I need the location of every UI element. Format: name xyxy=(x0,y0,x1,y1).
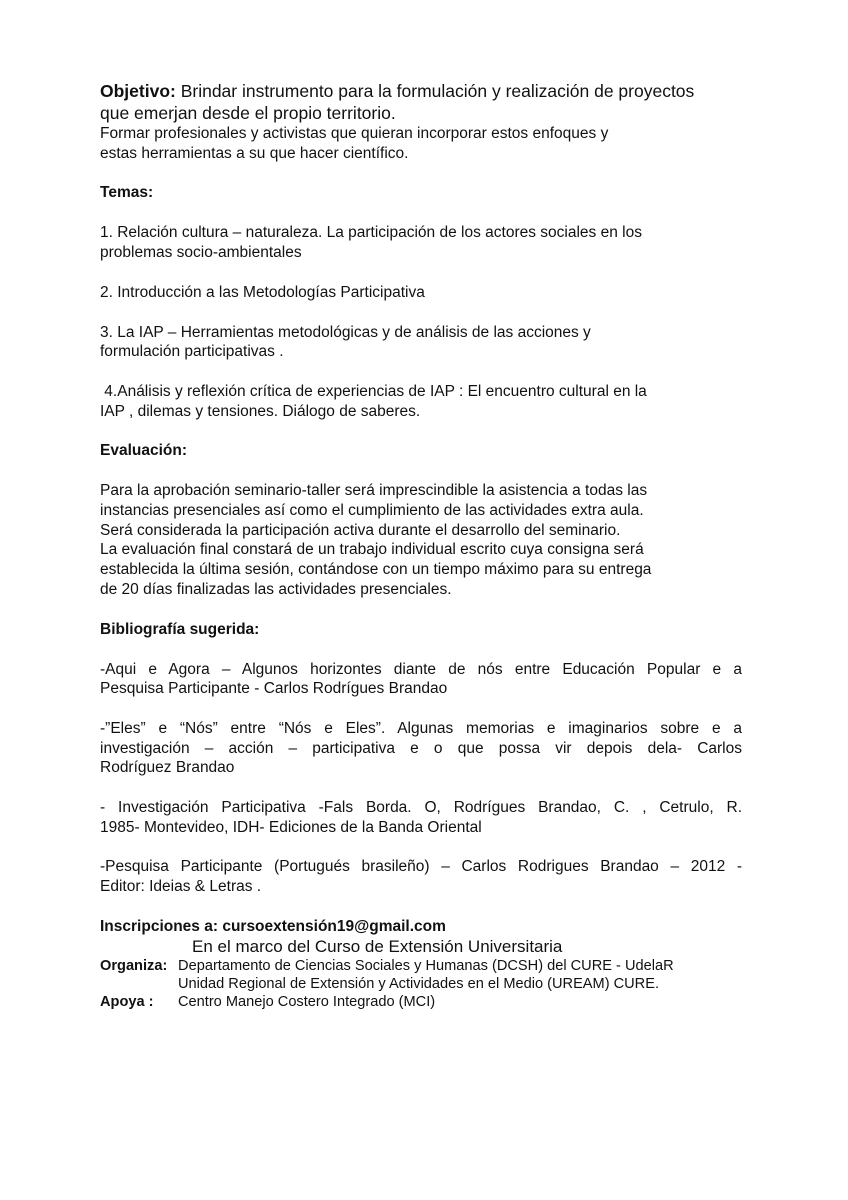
biblio-entry-4-line-2: Editor: Ideias & Letras . xyxy=(100,878,262,896)
objetivo-text-1: Brindar instrumento para la formulación y realización de proyectos xyxy=(175,81,695,101)
objetivo-label: Objetivo: xyxy=(100,81,176,101)
objetivo-line-1 xyxy=(100,80,742,102)
biblio-entry-2-line-3: Rodríguez Brandao xyxy=(100,759,235,777)
evaluacion-line-1: Para la aprobación seminario-taller será imprescindible la asistencia a todas las xyxy=(100,482,648,500)
tema-item-1-line-2: problemas socio-ambientales xyxy=(100,244,302,262)
objetivo-line-2: que emerjan desde el propio territorio. xyxy=(100,103,396,123)
bibliografia-heading: Bibliografía sugerida: xyxy=(100,620,260,638)
biblio-entry-3-line-1: - Investigación Participativa -Fals Borda. O, Rodrígues Brandao, C. , Cetrulo, R. xyxy=(100,799,742,817)
objetivo-line-3: Formar profesionales y activistas que quieran incorporar estos enfoques y xyxy=(100,125,609,142)
evaluacion-heading: Evaluación: xyxy=(100,442,187,460)
apoya-label: Apoya : xyxy=(100,993,154,1010)
evaluacion-line-6: de 20 días finalizadas las actividades presenciales. xyxy=(100,580,452,598)
biblio-entry-1-line-2: Pesquisa Participante - Carlos Rodrígues Brandao xyxy=(100,680,448,698)
document-page xyxy=(100,80,742,1011)
objetivo-line-4: estas herramientas a su que hacer científico. xyxy=(100,144,409,162)
tema-item-1-line-1: 1. Relación cultura – naturaleza. La participación de los actores sociales en los xyxy=(100,224,642,242)
apoya-text: Centro Manejo Costero Integrado (MCI) xyxy=(178,993,436,1010)
biblio-entry-4-line-1: -Pesquisa Participante (Portugués brasileño) – Carlos Rodrigues Brandao – 2012 - xyxy=(100,858,742,876)
evaluacion-line-2: instancias presenciales así como el cumplimiento de las actividades extra aula. xyxy=(100,502,644,520)
biblio-entry-2-line-2: investigación – acción – participativa e o que possa vir depois dela- Carlos xyxy=(100,739,742,757)
evaluacion-line-4: La evaluación final constará de un trabajo individual escrito cuya consigna será xyxy=(100,541,644,559)
tema-item-2: 2. Introducción a las Metodologías Participativa xyxy=(100,283,425,301)
evaluacion-line-3: Será considerada la participación activa durante el desarrollo del seminario. xyxy=(100,521,621,539)
tema-item-4-line-2: IAP , dilemas y tensiones. Diálogo de saberes. xyxy=(100,402,421,420)
biblio-entry-2-line-1: -”Eles” e “Nós” entre “Nós e Eles”. Algunas memorias e imaginarios sobre e a xyxy=(100,719,742,737)
apoya-line xyxy=(100,993,742,1011)
organiza-text-1: Departamento de Ciencias Sociales y Humanas (DCSH) del CURE - UdelaR xyxy=(174,957,674,974)
tema-item-4-line-1: 4.Análisis y reflexión crítica de experiencias de IAP : El encuentro cultural en la xyxy=(100,382,647,400)
biblio-entry-3-line-2: 1985- Montevideo, IDH- Ediciones de la Banda Oriental xyxy=(100,818,482,836)
tema-item-3-line-1: 3. La IAP – Herramientas metodológicas y de análisis de las acciones y xyxy=(100,323,591,341)
inscripciones-line: Inscripciones a: cursoextensión19@gmail.com xyxy=(100,917,446,935)
organiza-line-2: Unidad Regional de Extensión y Actividades en el Medio (UREAM) CURE. xyxy=(178,975,660,992)
biblio-entry-1-line-1: -Aqui e Agora – Algunos horizontes diante de nós entre Educación Popular e a xyxy=(100,660,742,678)
marco-line: En el marco del Curso de Extensión Universitaria xyxy=(192,936,563,956)
temas-heading: Temas: xyxy=(100,184,154,202)
tema-item-3-line-2: formulación participativas . xyxy=(100,343,284,361)
organiza-line-1 xyxy=(100,957,742,975)
organiza-label: Organiza: xyxy=(100,957,168,974)
evaluacion-line-5: establecida la última sesión, contándose con un tiempo máximo para su entrega xyxy=(100,561,652,579)
